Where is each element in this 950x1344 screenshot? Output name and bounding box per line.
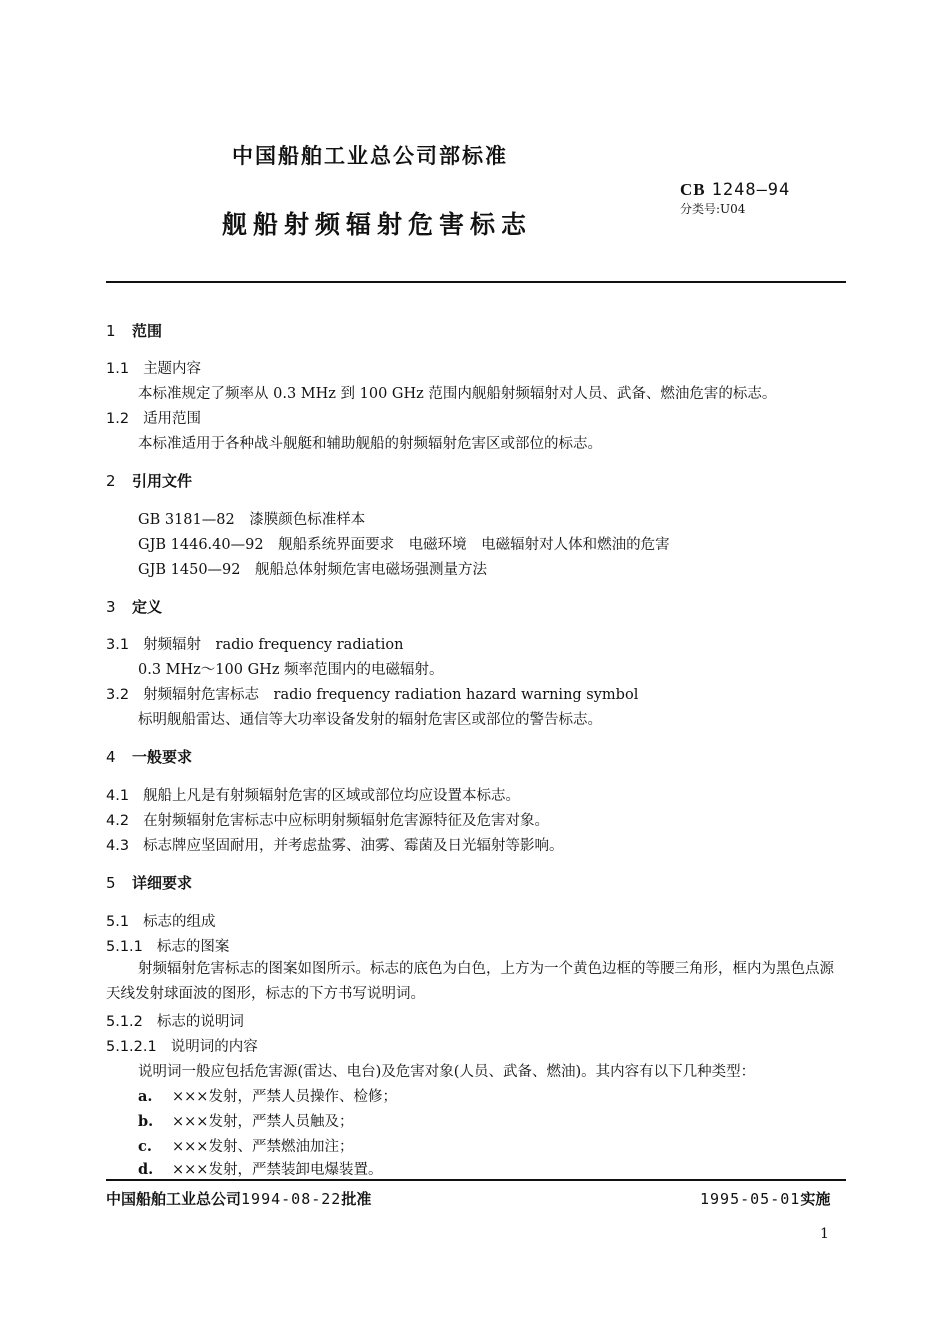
section-title: 定义 — [132, 598, 163, 616]
clause-5-1-heading — [106, 910, 216, 931]
approval-suffix: 批准 — [341, 1190, 372, 1208]
clause-3-2-text: 标明舰船雷达、通信等大功率设备发射的辐射危害区或部位的警告标志。 — [138, 712, 602, 728]
list-item — [138, 1158, 382, 1179]
clause-text: 在射频辐射危害标志中应标明射频辐射危害源特征及危害对象。 — [143, 813, 550, 829]
section-number: 4 — [106, 748, 116, 766]
clause-title: 射频辐射危害标志 radio frequency radiation hazard warning symbol — [143, 687, 639, 703]
classification-number: 分类号:U04 — [680, 202, 746, 216]
section-number: 3 — [106, 598, 116, 616]
effective-line — [700, 1188, 830, 1209]
clause-number: 5.1.2.1 — [106, 1039, 157, 1055]
clause-title: 适用范围 — [143, 411, 202, 427]
clause-number: 4.3 — [106, 838, 130, 854]
clause-4-3 — [106, 834, 564, 855]
clause-title: 标志的组成 — [143, 914, 216, 930]
reference-item: GB 3181—82 漆膜颜色标准样本 — [138, 512, 366, 528]
clause-number: 5.1 — [106, 914, 130, 930]
standard-code — [680, 180, 790, 200]
clause-title: 说明词的内容 — [170, 1039, 258, 1055]
clause-5-1-1-heading — [106, 935, 229, 956]
clause-text: 标志牌应坚固耐用，并考虑盐雾、油雾、霉菌及日光辐射等影响。 — [143, 838, 564, 854]
clause-3-1-text: 0.3 MHz～100 GHz 频率范围内的电磁辐射。 — [138, 662, 444, 678]
clause-5-1-2-1-heading — [106, 1035, 258, 1056]
section-2-heading — [106, 470, 192, 491]
clause-number: 1.1 — [106, 361, 130, 377]
list-text: ×××发射、严禁燃油加注； — [172, 1139, 354, 1155]
code-number: 1248—94 — [711, 180, 791, 200]
reference-item: GJB 1450—92 舰船总体射频危害电磁场强测量方法 — [138, 562, 488, 578]
clause-1-2-text: 本标准适用于各种战斗舰艇和辅助舰船的射频辐射危害区或部位的标志。 — [138, 436, 602, 452]
list-text: ×××发射，严禁人员触及； — [172, 1114, 354, 1130]
footer-divider — [106, 1179, 846, 1181]
clause-5-1-2-1-text: 说明词一般应包括危害源(雷达、电台)及危害对象(人员、武备、燃油)。其内容有以下几种类型： — [138, 1064, 756, 1080]
section-title: 范围 — [132, 322, 163, 340]
list-text: ×××发射，严禁装卸电爆装置。 — [172, 1162, 383, 1178]
list-text: ×××发射，严禁人员操作、检修； — [172, 1089, 397, 1105]
clause-4-1 — [106, 784, 520, 805]
clause-title: 标志的说明词 — [156, 1014, 244, 1030]
clause-title: 射频辐射 radio frequency radiation — [143, 637, 404, 653]
clause-number: 4.1 — [106, 788, 130, 804]
effective-date: 1995-05-01 — [700, 1190, 801, 1208]
section-title: 一般要求 — [132, 748, 193, 766]
section-title: 引用文件 — [132, 472, 193, 490]
clause-1-1-heading — [106, 357, 201, 378]
clause-number: 3.1 — [106, 637, 130, 653]
section-number: 5 — [106, 874, 116, 892]
clause-title: 主题内容 — [143, 361, 202, 377]
issuing-organization: 中国船舶工业总公司部标准 — [232, 144, 508, 168]
header-divider — [106, 281, 846, 283]
section-number: 2 — [106, 472, 116, 490]
section-3-heading — [106, 596, 162, 617]
approval-line — [106, 1188, 371, 1209]
clause-3-2-heading — [106, 683, 638, 704]
clause-number: 1.2 — [106, 411, 130, 427]
page-number: 1 — [820, 1226, 829, 1242]
list-marker: a. — [138, 1088, 153, 1105]
approval-org: 中国船舶工业总公司 — [106, 1190, 242, 1208]
clause-text: 舰船上凡是有射频辐射危害的区域或部位均应设置本标志。 — [143, 788, 521, 804]
document-title: 舰船射频辐射危害标志 — [222, 210, 533, 239]
effective-suffix: 实施 — [800, 1190, 831, 1208]
list-item — [138, 1085, 397, 1106]
section-title: 详细要求 — [132, 874, 193, 892]
list-marker: c. — [138, 1138, 152, 1155]
clause-number: 4.2 — [106, 813, 130, 829]
section-5-heading — [106, 872, 192, 893]
section-4-heading — [106, 746, 192, 767]
clause-5-1-2-heading — [106, 1010, 244, 1031]
clause-number: 3.2 — [106, 687, 130, 703]
section-number: 1 — [106, 322, 116, 340]
clause-4-2 — [106, 809, 549, 830]
clause-1-2-heading — [106, 407, 201, 428]
list-marker: d. — [138, 1161, 154, 1178]
clause-number: 5.1.2 — [106, 1014, 143, 1030]
clause-title: 标志的图案 — [156, 939, 230, 955]
clause-number: 5.1.1 — [106, 939, 143, 955]
clause-3-1-heading — [106, 633, 403, 654]
list-marker: b. — [138, 1113, 154, 1130]
list-item — [138, 1110, 353, 1131]
reference-item: GJB 1446.40—92 舰船系统界面要求 电磁环境 电磁辐射对人体和燃油的危害 — [138, 537, 670, 553]
approval-date: 1994-08-22 — [241, 1190, 342, 1208]
clause-5-1-1-text: 射频辐射危害标志的图案如图所示。标志的底色为白色，上方为一个黄色边框的等腰三角形，框内为黑色点源天线发射球面波的图形，标志的下方书写说明词。 — [106, 961, 834, 1002]
section-1-heading — [106, 320, 162, 341]
code-prefix: CB — [680, 180, 706, 199]
list-item — [138, 1135, 353, 1156]
clause-1-1-text: 本标准规定了频率从 0.3 MHz 到 100 GHz 范围内舰船射频辐射对人员、武备、燃油危害的标志。 — [138, 386, 777, 402]
